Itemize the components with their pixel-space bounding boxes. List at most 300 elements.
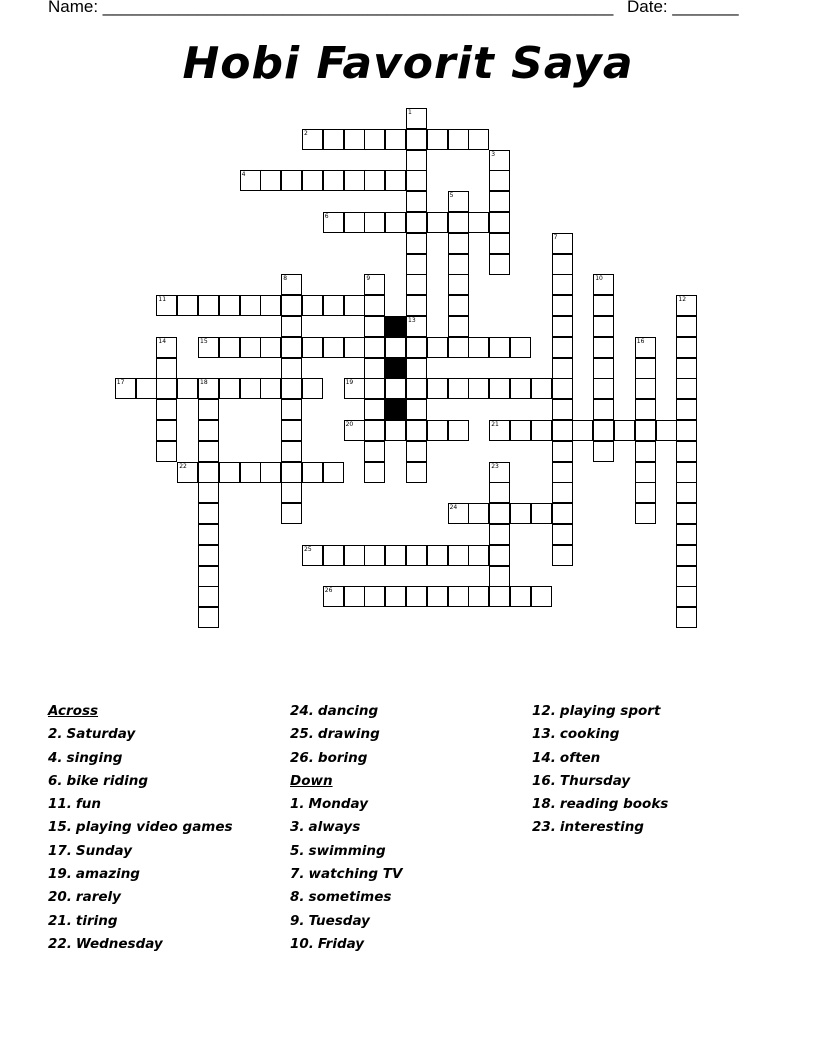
grid-cell[interactable] xyxy=(510,420,531,441)
grid-cell[interactable] xyxy=(676,586,697,607)
grid-cell[interactable] xyxy=(364,586,385,607)
grid-cell[interactable] xyxy=(260,462,281,483)
grid-cell[interactable] xyxy=(302,378,323,399)
grid-cell[interactable] xyxy=(344,212,365,233)
grid-cell[interactable] xyxy=(198,462,219,483)
across-clue-list xyxy=(48,723,233,956)
grid-cell[interactable] xyxy=(552,358,573,379)
grid-cell[interactable] xyxy=(676,524,697,545)
clue-column-3 xyxy=(532,700,668,840)
grid-cell[interactable] xyxy=(364,316,385,337)
clue-item-number: 14. xyxy=(532,749,556,766)
clue-item xyxy=(532,747,668,770)
grid-cell[interactable] xyxy=(281,358,302,379)
grid-cell[interactable] xyxy=(302,170,323,191)
clue-item-text: playing video games xyxy=(75,819,233,836)
clue-item-number: 21. xyxy=(48,912,72,929)
grid-cell[interactable] xyxy=(448,212,469,233)
clue-number: 16 xyxy=(636,337,645,345)
clue-item-text: Wednesday xyxy=(75,935,163,952)
grid-cell[interactable] xyxy=(406,586,427,607)
grid-cell[interactable] xyxy=(385,545,406,566)
grid-cell[interactable] xyxy=(489,566,510,587)
clue-item-number: 11. xyxy=(48,796,72,813)
grid-cell[interactable] xyxy=(406,170,427,191)
grid-cell[interactable] xyxy=(281,316,302,337)
clue-item-number: 10. xyxy=(290,935,314,952)
grid-cell[interactable] xyxy=(406,399,427,420)
grid-cell[interactable] xyxy=(406,545,427,566)
clue-item-number: 18. xyxy=(532,796,556,813)
grid-cell[interactable] xyxy=(448,337,469,358)
grid-cell[interactable] xyxy=(156,399,177,420)
grid-cell[interactable] xyxy=(468,212,489,233)
grid-cell[interactable] xyxy=(489,378,510,399)
grid-cell[interactable] xyxy=(552,337,573,358)
grid-cell[interactable] xyxy=(468,545,489,566)
grid-cell[interactable] xyxy=(406,150,427,171)
grid-cell[interactable] xyxy=(552,295,573,316)
grid-cell[interactable] xyxy=(364,420,385,441)
grid-cell[interactable] xyxy=(302,545,323,566)
grid-cell[interactable] xyxy=(676,316,697,337)
grid-cell[interactable] xyxy=(198,378,219,399)
clue-item-text: Monday xyxy=(308,796,369,813)
grid-cell[interactable] xyxy=(593,274,614,295)
clue-number: 22 xyxy=(179,462,187,470)
clue-number: 13 xyxy=(408,317,416,324)
grid-cell[interactable] xyxy=(198,503,219,524)
grid-cell[interactable] xyxy=(198,586,219,607)
grid-cell[interactable] xyxy=(635,441,656,462)
grid-cell[interactable] xyxy=(260,337,281,358)
grid-cell[interactable] xyxy=(489,170,510,191)
grid-cell[interactable] xyxy=(635,462,656,483)
grid-cell[interactable] xyxy=(198,607,219,628)
grid-cell[interactable] xyxy=(427,129,448,150)
grid-cell[interactable] xyxy=(198,545,219,566)
grid-cell[interactable] xyxy=(219,337,240,358)
grid-cell[interactable] xyxy=(593,316,614,337)
grid-cell[interactable] xyxy=(198,420,219,441)
grid-cell[interactable] xyxy=(323,462,344,483)
grid-cell[interactable] xyxy=(281,441,302,462)
clue-item-text: Sunday xyxy=(75,842,133,859)
grid-cell[interactable] xyxy=(489,191,510,212)
grid-cell[interactable] xyxy=(156,420,177,441)
grid-cell[interactable] xyxy=(406,274,427,295)
grid-cell[interactable] xyxy=(198,441,219,462)
grid-cell[interactable] xyxy=(385,586,406,607)
grid-cell[interactable] xyxy=(385,420,406,441)
grid-cell[interactable] xyxy=(385,212,406,233)
grid-cell[interactable] xyxy=(156,378,177,399)
grid-cell[interactable] xyxy=(489,233,510,254)
across-clue-list-continued xyxy=(290,700,402,770)
grid-cell[interactable] xyxy=(489,337,510,358)
grid-cell[interactable] xyxy=(676,337,697,358)
grid-cell[interactable] xyxy=(136,378,157,399)
grid-cell[interactable] xyxy=(510,337,531,358)
grid-cell[interactable] xyxy=(593,378,614,399)
grid-cell[interactable] xyxy=(344,378,365,399)
grid-cell[interactable] xyxy=(593,358,614,379)
grid-cell[interactable] xyxy=(240,170,261,191)
grid-cell[interactable] xyxy=(427,212,448,233)
clue-item-text: reading books xyxy=(559,796,669,813)
grid-cell[interactable] xyxy=(364,337,385,358)
grid-cell[interactable] xyxy=(219,295,240,316)
grid-cell[interactable] xyxy=(572,420,593,441)
grid-cell[interactable] xyxy=(260,295,281,316)
clue-item-number: 7. xyxy=(290,866,305,883)
grid-cell[interactable] xyxy=(364,295,385,316)
clue-number: 3 xyxy=(491,150,496,158)
grid-cell[interactable] xyxy=(552,441,573,462)
grid-cell[interactable] xyxy=(635,337,656,358)
grid-cell[interactable] xyxy=(281,378,302,399)
grid-cell[interactable] xyxy=(281,295,302,316)
grid-cell[interactable] xyxy=(344,129,365,150)
grid-cell[interactable] xyxy=(635,482,656,503)
grid-cell[interactable] xyxy=(281,462,302,483)
grid-cell[interactable] xyxy=(676,420,697,441)
grid-cell[interactable] xyxy=(635,378,656,399)
clue-number: 20 xyxy=(345,421,354,428)
grid-cell[interactable] xyxy=(489,420,510,441)
grid-cell[interactable] xyxy=(364,441,385,462)
down-clue-list-continued xyxy=(532,700,668,840)
clue-number: 11 xyxy=(158,296,167,304)
grid-cell[interactable] xyxy=(593,441,614,462)
grid-cell[interactable] xyxy=(593,399,614,420)
grid-cell[interactable] xyxy=(281,170,302,191)
grid-cell[interactable] xyxy=(614,420,635,441)
grid-cell[interactable] xyxy=(406,129,427,150)
clue-number: 18 xyxy=(200,379,208,387)
grid-cell[interactable] xyxy=(406,212,427,233)
grid-cell[interactable] xyxy=(323,212,344,233)
grid-cell[interactable] xyxy=(364,358,385,379)
grid-cell[interactable] xyxy=(323,170,344,191)
grid-cell[interactable] xyxy=(448,191,469,212)
grid-cell[interactable] xyxy=(406,108,427,129)
grid-cell[interactable] xyxy=(260,170,281,191)
grid-cell[interactable] xyxy=(552,482,573,503)
clue-item-number: 26. xyxy=(290,749,314,766)
clue-item-number: 22. xyxy=(48,935,72,952)
grid-cell[interactable] xyxy=(156,337,177,358)
grid-cell[interactable] xyxy=(676,295,697,316)
clue-item-number: 8. xyxy=(290,889,305,906)
clue-number: 1 xyxy=(408,109,412,116)
clue-item-text: watching TV xyxy=(308,866,403,883)
grid-cell[interactable] xyxy=(198,566,219,587)
grid-cell[interactable] xyxy=(364,378,385,399)
grid-cell[interactable] xyxy=(198,482,219,503)
grid-cell[interactable] xyxy=(281,399,302,420)
grid-cell[interactable] xyxy=(489,524,510,545)
grid-cell[interactable] xyxy=(281,420,302,441)
clue-number: 12 xyxy=(678,296,687,304)
clue-item-text: rarely xyxy=(75,889,121,906)
grid-cell[interactable] xyxy=(260,378,281,399)
grid-cell[interactable] xyxy=(489,212,510,233)
grid-cell[interactable] xyxy=(448,129,469,150)
grid-cell[interactable] xyxy=(676,358,697,379)
grid-cell[interactable] xyxy=(406,191,427,212)
grid-block xyxy=(385,316,406,337)
grid-cell[interactable] xyxy=(448,295,469,316)
grid-cell[interactable] xyxy=(364,545,385,566)
clue-item xyxy=(290,886,402,909)
grid-cell[interactable] xyxy=(156,295,177,316)
grid-cell[interactable] xyxy=(281,337,302,358)
grid-cell[interactable] xyxy=(552,378,573,399)
grid-cell[interactable] xyxy=(552,420,573,441)
grid-cell[interactable] xyxy=(344,586,365,607)
clue-item-number: 24. xyxy=(290,703,314,719)
grid-cell[interactable] xyxy=(364,462,385,483)
grid-cell[interactable] xyxy=(676,462,697,483)
clue-column-2 xyxy=(290,700,402,956)
clue-item xyxy=(290,840,402,863)
grid-cell[interactable] xyxy=(448,503,469,524)
clue-item-number: 13. xyxy=(532,726,556,743)
grid-cell[interactable] xyxy=(552,462,573,483)
grid-cell[interactable] xyxy=(385,337,406,358)
grid-cell[interactable] xyxy=(219,378,240,399)
clue-number: 5 xyxy=(449,192,454,200)
grid-cell[interactable] xyxy=(364,399,385,420)
grid-cell[interactable] xyxy=(198,295,219,316)
grid-cell[interactable] xyxy=(552,545,573,566)
grid-cell[interactable] xyxy=(240,295,261,316)
grid-cell[interactable] xyxy=(427,586,448,607)
grid-cell[interactable] xyxy=(323,129,344,150)
grid-cell[interactable] xyxy=(552,254,573,275)
grid-cell[interactable] xyxy=(489,586,510,607)
grid-cell[interactable] xyxy=(177,295,198,316)
clue-item-number: 15. xyxy=(48,819,72,836)
clue-item-number: 12. xyxy=(532,703,556,719)
grid-cell[interactable] xyxy=(406,378,427,399)
clue-item xyxy=(532,793,668,816)
grid-cell[interactable] xyxy=(448,586,469,607)
grid-cell[interactable] xyxy=(364,170,385,191)
grid-cell[interactable] xyxy=(281,274,302,295)
grid-cell[interactable] xyxy=(448,420,469,441)
grid-cell[interactable] xyxy=(281,482,302,503)
grid-cell[interactable] xyxy=(552,274,573,295)
grid-cell[interactable] xyxy=(198,399,219,420)
grid-cell[interactable] xyxy=(448,233,469,254)
grid-cell[interactable] xyxy=(406,295,427,316)
grid-cell[interactable] xyxy=(552,233,573,254)
grid-cell[interactable] xyxy=(468,586,489,607)
clue-item-text: cooking xyxy=(559,726,620,743)
grid-cell[interactable] xyxy=(302,295,323,316)
clue-number: 8 xyxy=(283,275,288,283)
grid-cell[interactable] xyxy=(323,337,344,358)
clue-number: 14 xyxy=(158,337,167,345)
clue-item-text: often xyxy=(559,749,601,766)
grid-cell[interactable] xyxy=(531,420,552,441)
grid-cell[interactable] xyxy=(635,420,656,441)
grid-cell[interactable] xyxy=(427,420,448,441)
grid-cell[interactable] xyxy=(198,524,219,545)
grid-cell[interactable] xyxy=(240,462,261,483)
grid-cell[interactable] xyxy=(635,399,656,420)
grid-cell[interactable] xyxy=(364,274,385,295)
clue-number: 24 xyxy=(449,504,458,512)
grid-cell[interactable] xyxy=(489,462,510,483)
grid-cell[interactable] xyxy=(552,524,573,545)
grid-cell[interactable] xyxy=(427,378,448,399)
grid-cell[interactable] xyxy=(676,545,697,566)
grid-cell[interactable] xyxy=(344,337,365,358)
grid-cell[interactable] xyxy=(177,378,198,399)
grid-cell[interactable] xyxy=(323,545,344,566)
grid-cell[interactable] xyxy=(552,503,573,524)
grid-cell[interactable] xyxy=(593,295,614,316)
grid-cell[interactable] xyxy=(240,337,261,358)
grid-cell[interactable] xyxy=(448,378,469,399)
grid-cell[interactable] xyxy=(510,378,531,399)
grid-cell[interactable] xyxy=(489,150,510,171)
clue-item xyxy=(290,793,402,816)
grid-cell[interactable] xyxy=(344,420,365,441)
grid-cell[interactable] xyxy=(448,274,469,295)
grid-cell[interactable] xyxy=(156,358,177,379)
clue-item-text: bike riding xyxy=(66,772,149,789)
grid-cell[interactable] xyxy=(406,441,427,462)
clue-item-text: Saturday xyxy=(66,726,136,743)
clue-number: 2 xyxy=(304,129,308,137)
clue-item xyxy=(290,700,402,723)
grid-cell[interactable] xyxy=(344,170,365,191)
clue-item xyxy=(532,700,668,723)
grid-cell[interactable] xyxy=(468,503,489,524)
grid-cell[interactable] xyxy=(406,420,427,441)
clue-item xyxy=(48,770,233,793)
grid-cell[interactable] xyxy=(676,503,697,524)
clue-item-number: 19. xyxy=(48,866,72,883)
grid-cell[interactable] xyxy=(531,503,552,524)
clue-number: 23 xyxy=(491,462,499,470)
grid-cell[interactable] xyxy=(240,378,261,399)
grid-cell[interactable] xyxy=(448,254,469,275)
grid-cell[interactable] xyxy=(156,441,177,462)
clue-number: 25 xyxy=(304,545,312,553)
grid-cell[interactable] xyxy=(635,503,656,524)
clue-item-number: 16. xyxy=(532,772,556,789)
clue-item-number: 17. xyxy=(48,842,72,859)
grid-cell[interactable] xyxy=(406,316,427,337)
grid-cell[interactable] xyxy=(468,129,489,150)
clue-item-text: swimming xyxy=(308,842,386,859)
down-clue-list xyxy=(290,793,402,956)
grid-cell[interactable] xyxy=(676,566,697,587)
clue-item-number: 9. xyxy=(290,912,305,929)
clue-number: 17 xyxy=(116,379,125,387)
grid-cell[interactable] xyxy=(302,337,323,358)
page-title: Hobi Favorit Saya xyxy=(182,38,634,89)
grid-cell[interactable] xyxy=(406,358,427,379)
grid-cell[interactable] xyxy=(406,462,427,483)
grid-cell[interactable] xyxy=(364,129,385,150)
clue-item xyxy=(48,933,233,956)
grid-cell[interactable] xyxy=(281,503,302,524)
grid-cell[interactable] xyxy=(406,254,427,275)
clue-number: 15 xyxy=(200,337,208,345)
grid-cell[interactable] xyxy=(344,545,365,566)
grid-cell[interactable] xyxy=(344,295,365,316)
date-field-label: Date: _______ xyxy=(627,0,739,16)
grid-cell[interactable] xyxy=(219,462,240,483)
grid-cell[interactable] xyxy=(427,545,448,566)
grid-cell[interactable] xyxy=(676,607,697,628)
grid-cell[interactable] xyxy=(656,420,677,441)
clue-item-text: tiring xyxy=(75,912,118,929)
grid-cell[interactable] xyxy=(302,462,323,483)
grid-cell[interactable] xyxy=(406,233,427,254)
grid-cell[interactable] xyxy=(489,503,510,524)
grid-cell[interactable] xyxy=(676,482,697,503)
grid-cell[interactable] xyxy=(531,378,552,399)
grid-cell[interactable] xyxy=(448,316,469,337)
grid-cell[interactable] xyxy=(177,462,198,483)
clue-item-number: 20. xyxy=(48,889,72,906)
grid-cell[interactable] xyxy=(385,170,406,191)
grid-cell[interactable] xyxy=(510,503,531,524)
grid-cell[interactable] xyxy=(115,378,136,399)
grid-cell[interactable] xyxy=(552,399,573,420)
clue-item-text: sometimes xyxy=(308,889,392,906)
clue-column-1 xyxy=(48,700,233,956)
clue-item-text: Tuesday xyxy=(308,912,370,929)
grid-cell[interactable] xyxy=(427,337,448,358)
grid-cell[interactable] xyxy=(364,212,385,233)
grid-cell[interactable] xyxy=(385,378,406,399)
grid-cell[interactable] xyxy=(406,337,427,358)
grid-cell[interactable] xyxy=(593,337,614,358)
grid-block xyxy=(385,358,406,379)
grid-cell[interactable] xyxy=(489,482,510,503)
grid-block xyxy=(385,399,406,420)
grid-cell[interactable] xyxy=(385,129,406,150)
grid-cell[interactable] xyxy=(468,337,489,358)
grid-cell[interactable] xyxy=(676,441,697,462)
grid-cell[interactable] xyxy=(198,337,219,358)
grid-cell[interactable] xyxy=(593,420,614,441)
grid-cell[interactable] xyxy=(323,586,344,607)
grid-cell[interactable] xyxy=(510,586,531,607)
grid-cell[interactable] xyxy=(676,378,697,399)
grid-cell[interactable] xyxy=(552,316,573,337)
grid-cell[interactable] xyxy=(323,295,344,316)
grid-cell[interactable] xyxy=(676,399,697,420)
grid-cell[interactable] xyxy=(302,129,323,150)
clue-item xyxy=(48,863,233,886)
grid-cell[interactable] xyxy=(489,545,510,566)
clue-item xyxy=(290,910,402,933)
grid-cell[interactable] xyxy=(468,378,489,399)
grid-cell[interactable] xyxy=(448,545,469,566)
grid-cell[interactable] xyxy=(531,586,552,607)
grid-cell[interactable] xyxy=(489,254,510,275)
grid-cell[interactable] xyxy=(635,358,656,379)
